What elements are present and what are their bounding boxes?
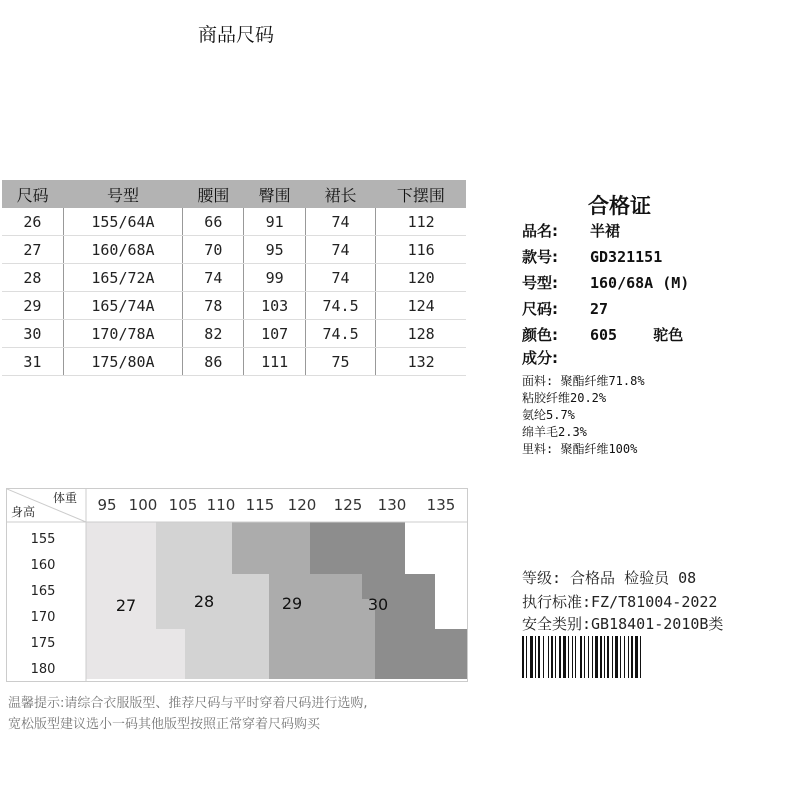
safety-line: 安全类别:GB18401-2010B类	[522, 615, 724, 633]
size-table-header	[2, 180, 466, 208]
table-cell: 74	[305, 208, 376, 236]
certificate-field-value: 27	[590, 300, 609, 318]
barcode-bar	[538, 636, 540, 678]
table-cell: 107	[244, 320, 305, 348]
table-row	[2, 292, 466, 320]
col-header: 腰围	[183, 180, 244, 208]
size-table	[2, 180, 466, 376]
table-row	[2, 264, 466, 292]
table-cell: 165/72A	[63, 264, 182, 292]
table-cell: 160/68A	[63, 236, 182, 264]
col-header: 裙长	[305, 180, 376, 208]
barcode-bar	[548, 636, 549, 678]
notice-line-2: 宽松版型建议选小一码其他版型按照正常穿着尺码购买	[8, 717, 321, 732]
table-row	[2, 320, 466, 348]
certificate-field-value: 605 驼色	[590, 326, 684, 344]
table-cell: 78	[183, 292, 244, 320]
table-cell: 26	[2, 208, 63, 236]
corner-weight-label: 体重	[53, 491, 78, 505]
x-tick-label: 115	[245, 496, 275, 514]
y-tick-label: 170	[30, 610, 56, 625]
certificate-title: 合格证	[588, 194, 651, 218]
table-cell: 120	[376, 264, 466, 292]
x-tick-label: 95	[97, 496, 117, 514]
barcode-bar	[551, 636, 553, 678]
table-cell: 128	[376, 320, 466, 348]
zone-label: 28	[193, 592, 215, 611]
zone-label: 27	[115, 596, 137, 615]
barcode-bar	[563, 636, 566, 678]
barcode-bar	[584, 636, 585, 678]
grade-line: 等级: 合格品 检验员 08	[522, 569, 697, 587]
certificate-field-value: GD321151	[590, 248, 663, 266]
composition-line: 绵羊毛2.3%	[522, 425, 587, 439]
y-tick-label: 180	[30, 662, 56, 677]
barcode-bar	[543, 636, 544, 678]
barcode-bar	[575, 636, 576, 678]
barcode-bar	[635, 636, 638, 678]
x-tick-label: 130	[377, 496, 407, 514]
col-header: 臀围	[244, 180, 305, 208]
x-tick-label: 105	[168, 496, 198, 514]
col-header: 号型	[63, 180, 182, 208]
table-cell: 70	[183, 236, 244, 264]
size-recommendation-chart	[6, 488, 468, 682]
table-cell: 29	[2, 292, 63, 320]
table-cell: 30	[2, 320, 63, 348]
barcode-bar	[580, 636, 582, 678]
barcode-bar	[535, 636, 536, 678]
table-row	[2, 208, 466, 236]
y-tick-label: 165	[30, 584, 56, 599]
certificate-field	[522, 347, 590, 368]
x-tick-label: 125	[333, 496, 363, 514]
table-cell: 132	[376, 348, 466, 376]
y-tick-label: 175	[30, 636, 56, 651]
table-cell: 103	[244, 292, 305, 320]
x-tick-label: 135	[426, 496, 456, 514]
y-tick-label: 160	[30, 558, 56, 573]
table-cell: 75	[305, 348, 376, 376]
x-tick-label: 100	[128, 496, 158, 514]
standard-line: 执行标准:FZ/T81004-2022	[522, 593, 718, 611]
zone-label: 30	[367, 595, 389, 614]
table-cell: 175/80A	[63, 348, 182, 376]
certificate-field	[522, 324, 683, 345]
table-cell: 86	[183, 348, 244, 376]
table-cell: 74	[305, 236, 376, 264]
barcode-bar	[572, 636, 573, 678]
table-cell: 99	[244, 264, 305, 292]
x-tick-label: 120	[287, 496, 317, 514]
composition-line: 里料: 聚酯纤维100%	[522, 442, 638, 456]
barcode-bar	[620, 636, 621, 678]
table-cell: 74	[305, 264, 376, 292]
table-cell: 82	[183, 320, 244, 348]
notice-line-1: 温馨提示:请综合衣服版型、推荐尺码与平时穿着尺码进行选购,	[8, 696, 368, 711]
table-cell: 165/74A	[63, 292, 182, 320]
table-cell: 66	[183, 208, 244, 236]
table-row	[2, 348, 466, 376]
certificate-field	[522, 246, 662, 267]
col-header: 下摆围	[376, 180, 466, 208]
page-title: 商品尺码	[197, 24, 274, 46]
barcode-bar	[615, 636, 618, 678]
col-header: 尺码	[2, 180, 63, 208]
barcode-bar	[607, 636, 609, 678]
table-cell: 124	[376, 292, 466, 320]
table-cell: 155/64A	[63, 208, 182, 236]
table-cell: 74.5	[305, 320, 376, 348]
certificate-field	[522, 272, 689, 293]
chart-svg	[7, 489, 467, 681]
barcode	[522, 636, 744, 678]
y-tick-label: 155	[30, 532, 56, 547]
certificate-field	[522, 220, 620, 241]
barcode-bar	[624, 636, 625, 678]
certificate-field-value: 半裙	[590, 222, 621, 240]
table-cell: 116	[376, 236, 466, 264]
certificate-field-label: 款号:	[522, 248, 558, 266]
table-cell: 112	[376, 208, 466, 236]
x-tick-label: 110	[206, 496, 236, 514]
certificate-field-label: 品名:	[522, 222, 558, 240]
barcode-bar	[559, 636, 561, 678]
table-cell: 95	[244, 236, 305, 264]
table-cell: 28	[2, 264, 63, 292]
table-cell: 170/78A	[63, 320, 182, 348]
composition-line: 粘胶纤维20.2%	[522, 391, 607, 405]
table-cell: 74	[183, 264, 244, 292]
barcode-bar	[600, 636, 602, 678]
table-cell: 31	[2, 348, 63, 376]
certificate-field-label: 尺码:	[522, 300, 558, 318]
table-cell: 27	[2, 236, 63, 264]
barcode-bar	[588, 636, 589, 678]
barcode-bar	[530, 636, 533, 678]
table-row	[2, 236, 466, 264]
certificate-field-label: 成分:	[522, 349, 558, 367]
table-cell: 74.5	[305, 292, 376, 320]
barcode-bar	[595, 636, 598, 678]
table-cell: 111	[244, 348, 305, 376]
barcode-bar	[640, 636, 641, 678]
barcode-bar	[555, 636, 556, 678]
certificate-field-value: 160/68A (M)	[590, 274, 690, 292]
barcode-bar	[522, 636, 524, 678]
barcode-bar	[568, 636, 569, 678]
barcode-bar	[592, 636, 593, 678]
barcode-bar	[628, 636, 629, 678]
certificate-field-label: 号型:	[522, 274, 558, 292]
barcode-bar	[604, 636, 605, 678]
composition-line: 氨纶5.7%	[522, 408, 575, 422]
zone-label: 29	[281, 594, 303, 613]
barcode-bar	[631, 636, 633, 678]
certificate-field-label: 颜色:	[522, 326, 558, 344]
table-cell: 91	[244, 208, 305, 236]
certificate-field	[522, 298, 608, 319]
composition-line: 面料: 聚酯纤维71.8%	[522, 374, 645, 388]
barcode-bar	[526, 636, 527, 678]
barcode-bar	[612, 636, 613, 678]
corner-height-label: 身高	[11, 505, 36, 519]
